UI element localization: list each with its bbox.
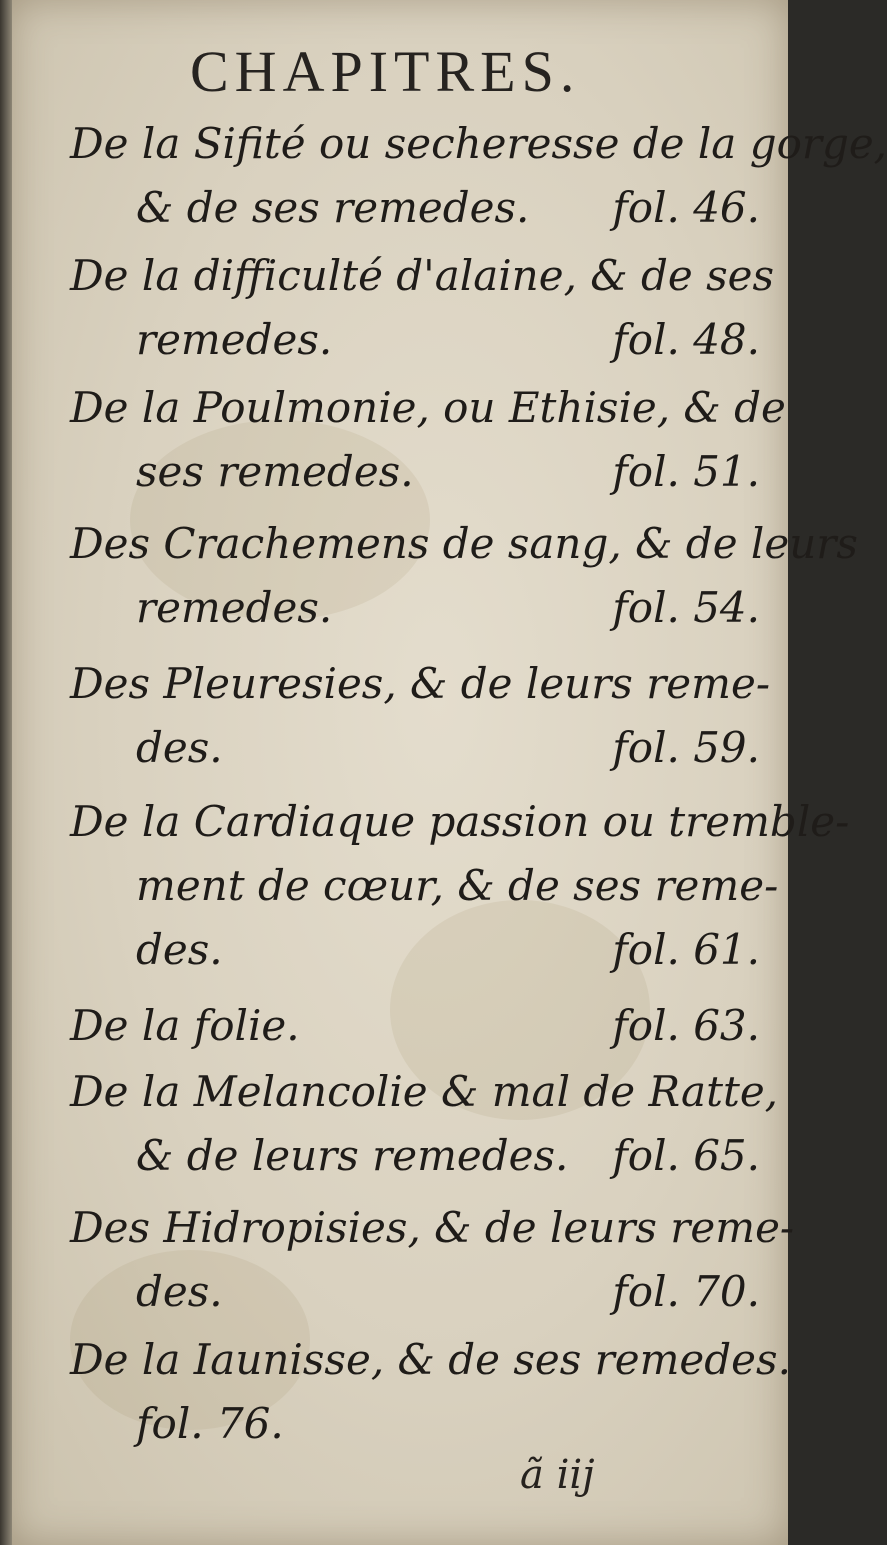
entry-line: des. fol. 59.: [70, 716, 760, 780]
entry-line: ses remedes. fol. 51.: [70, 440, 760, 504]
entry-line: De la folie. fol. 63.: [70, 994, 760, 1058]
entry-line: De la Cardiaque passion ou tremble-: [70, 797, 850, 846]
folio-number: fol. 54.: [612, 583, 760, 632]
folio-number: fol. 48.: [612, 315, 760, 364]
toc-entry: [70, 512, 858, 640]
page-heading: CHAPITRES.: [190, 39, 581, 104]
entry-line: De la Melancolie & mal de Ratte,: [70, 1067, 779, 1116]
folio-number: fol. 59.: [612, 723, 760, 772]
entry-line: Des Crachemens de sang, & de leurs: [70, 519, 858, 568]
entry-line: fol. 76.: [136, 1399, 284, 1448]
folio-number: fol. 51.: [612, 447, 760, 496]
toc-entry: [70, 994, 760, 1058]
entry-line: remedes. fol. 54.: [70, 576, 760, 640]
entry-line: De la difficulté d'alaine, & de ses: [70, 251, 775, 300]
folio-number: fol. 61.: [612, 925, 760, 974]
folio-number: fol. 63.: [612, 1001, 760, 1050]
entry-line: ment de cœur, & de ses reme-: [136, 861, 779, 910]
toc-entry: [70, 112, 887, 240]
entry-line: & de leurs remedes. fol. 65.: [70, 1124, 760, 1188]
entry-line: & de ses remedes. fol. 46.: [70, 176, 760, 240]
toc-entry: [70, 376, 786, 504]
toc-entry: [70, 1328, 791, 1456]
folio-number: fol. 46.: [612, 183, 760, 232]
entry-line: Des Hidropisies, & de leurs reme-: [70, 1203, 795, 1252]
entry-line: des. fol. 61.: [70, 918, 760, 982]
toc-entry: [70, 244, 775, 372]
folio-number: fol. 70.: [612, 1267, 760, 1316]
entry-line: Des Pleuresies, & de leurs reme-: [70, 659, 771, 708]
toc-entry: [70, 790, 850, 982]
toc-entry: [70, 652, 771, 780]
entry-line: remedes. fol. 48.: [70, 308, 760, 372]
entry-line: De la Poulmonie, ou Ethisie, & de: [70, 383, 786, 432]
entry-line: des. fol. 70.: [70, 1260, 760, 1324]
entry-line: De la Sifité ou secheresse de la gorge,: [70, 119, 887, 168]
entry-line: De la Iaunisse, & de ses remedes.: [70, 1335, 791, 1384]
toc-entry: [70, 1196, 795, 1324]
book-spine: [0, 0, 12, 1545]
toc-entry: [70, 1060, 779, 1188]
folio-number: fol. 65.: [612, 1131, 760, 1180]
signature-mark: ã iij: [520, 1452, 595, 1498]
